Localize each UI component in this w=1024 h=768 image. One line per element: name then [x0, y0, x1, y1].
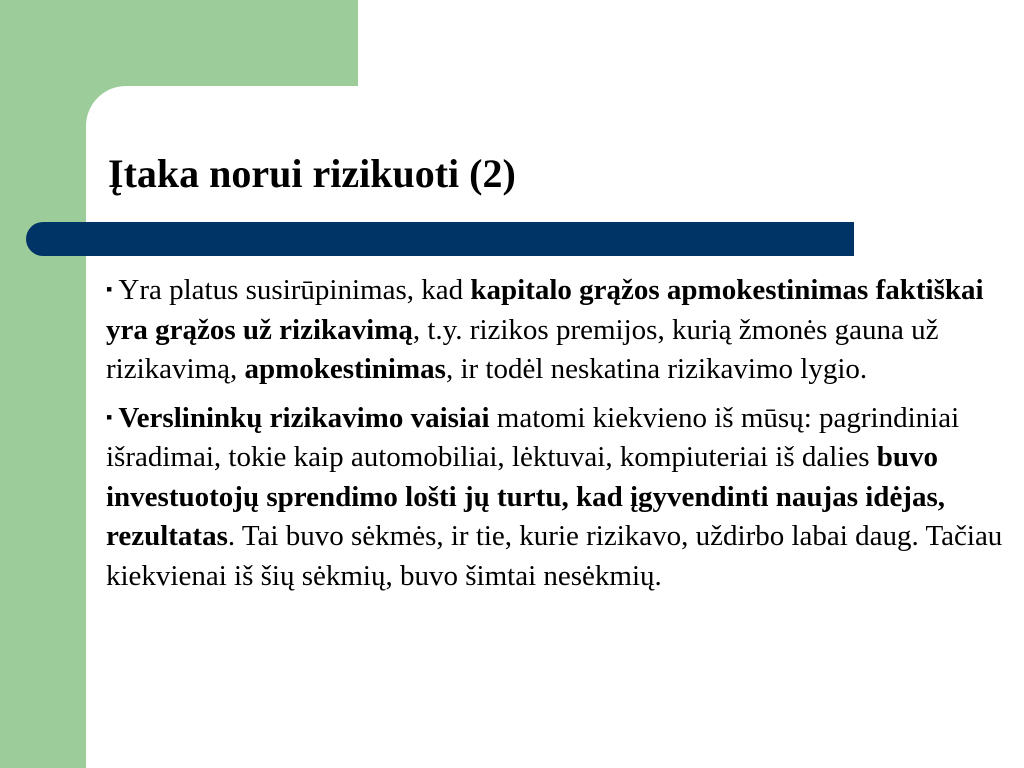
bullet-2-bold-1: Verslininkų rizikavimo vaisiai	[118, 401, 490, 434]
title-divider-bar	[26, 222, 854, 256]
slide-title: Įtaka norui rizikuoti (2)	[108, 151, 516, 196]
bullet-1-text-3: , ir todėl neskatina rizikavimo lygio.	[445, 353, 868, 385]
bullet-1-bold-2: apmokestinimas	[244, 353, 446, 385]
square-bullet-icon: ▪	[106, 279, 113, 299]
bullet-2-text-2: . Tai buvo sėkmės, ir tie, kurie rizikavo, uždirbo labai daug. Tačiau kiekvienai iš šių sėkmių, buvo šimtai nesėkmių.	[106, 520, 1003, 592]
bullet-1-text-1: Yra platus susirūpinimas, kad	[118, 274, 471, 306]
square-bullet-icon: ▪	[106, 406, 113, 427]
bullet-2-bold-2: buvo investuotojų sprendimo lošti jų turtu, kad įgyvendinti naujas idėjas, rezultatas	[106, 441, 946, 552]
bullet-item-1	[106, 270, 1006, 390]
bullet-2-text-1: matomi kiekvieno iš mūsų: pagrindiniai išradimai, tokie kaip automobiliai, lėktuvai, kompiuteriai iš dalies	[106, 401, 960, 473]
bullet-1-bold-1: kapitalo grąžos apmokestinimas faktiškai yra grąžos už rizikavimą	[106, 274, 984, 346]
bullet-item-2	[106, 398, 1006, 597]
bullet-1-text-2: , t.y. rizikos premijos, kurią žmonės gauna už rizikavimą,	[106, 313, 939, 385]
slide-body	[106, 270, 1006, 604]
